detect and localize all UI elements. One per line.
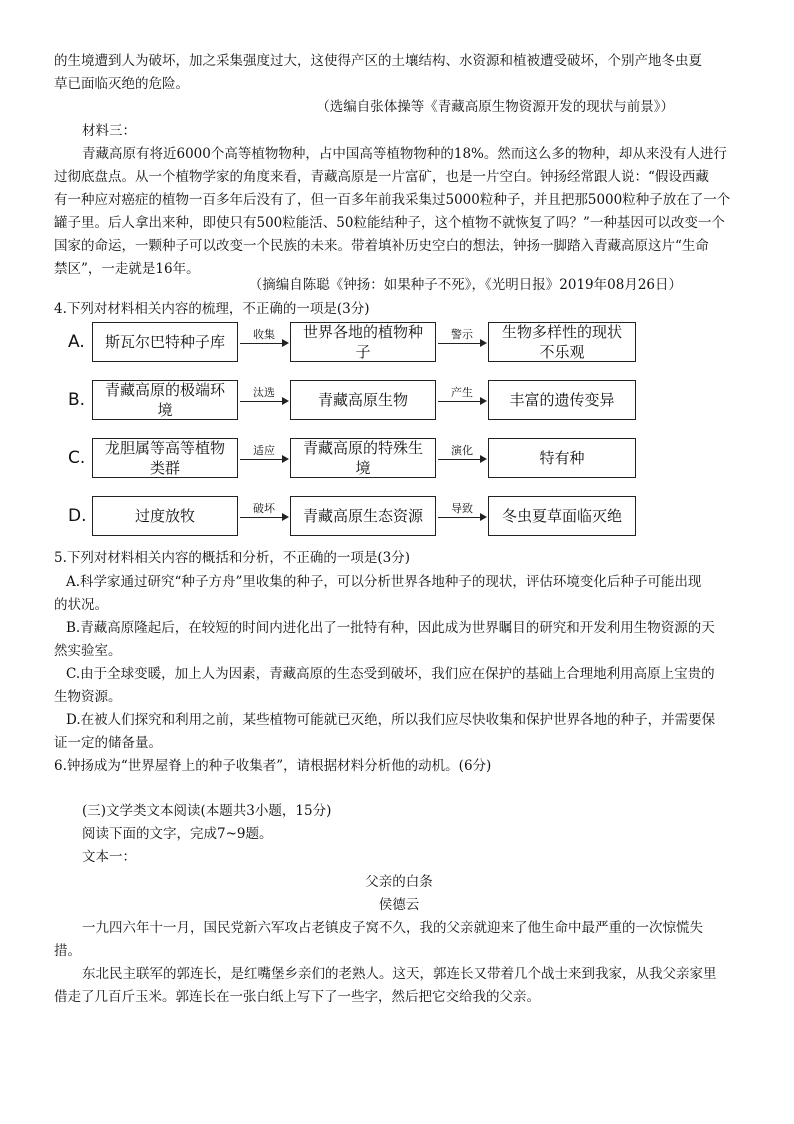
paragraph-line: 借走了几百斤玉米。郭连长在一张白纸上写下了一些字，然后把它交给我的父亲。 (54, 989, 540, 1005)
arrow-head-icon (282, 455, 289, 463)
paragraph-line: 措。 (54, 943, 81, 959)
arrow-head-icon (480, 455, 487, 463)
diagram-box: 龙胆属等高等植物类群 (92, 438, 238, 478)
diagram-box: 世界各地的植物种子 (290, 322, 436, 362)
paragraph-line: 禁区”，一走就是16年。 (54, 261, 200, 277)
arrow-connector (436, 322, 488, 362)
arrow-connector (238, 322, 290, 362)
question-4-stem: 4.下列对材料相关内容的梳理，不正确的一项是(3分) (54, 301, 370, 317)
arrow-label: 适应 (253, 444, 275, 457)
arrow-label: 导致 (451, 502, 473, 515)
arrow-connector (436, 438, 488, 478)
article-author: 侯德云 (378, 897, 420, 913)
diagram-box: 青藏高原生物 (290, 380, 436, 420)
diagram-box: 斯瓦尔巴特种子库 (92, 322, 238, 362)
arrow-label: 产生 (451, 386, 473, 399)
diagram-box: 丰富的遗传变异 (488, 380, 636, 420)
option-d: D.在被人们探究和利用之前，某些植物可能就已灭绝，所以我们应尽快收集和保护世界各地的种子，并需要保 (66, 712, 716, 728)
option-row-b (64, 380, 664, 422)
source-citation: （摘编自陈聪《钟扬：如果种子不死》，《光明日报》2019年08月26日） (248, 277, 682, 293)
paragraph-line: 的生境遭到人为破坏，加之采集强度过大，这使得产区的土壤结构、水资源和植被遭受破坏，个别产地冬虫夏 (54, 53, 702, 69)
arrow-head-icon (282, 397, 289, 405)
arrow-label: 警示 (451, 328, 473, 341)
instruction: 阅读下面的文字，完成7~9题。 (82, 826, 273, 842)
question-5-stem: 5.下列对材料相关内容的概括和分析，不正确的一项是(3分) (54, 550, 411, 566)
option-row-a (64, 322, 664, 364)
option-row-d (64, 496, 664, 538)
arrow-label: 收集 (253, 328, 275, 341)
diagram-box: 青藏高原的特殊生境 (290, 438, 436, 478)
diagram-box: 冬虫夏草面临灭绝 (488, 496, 636, 536)
question-6-stem: 6.钟扬成为“世界屋脊上的种子收集者”，请根据材料分析他的动机。(6分) (54, 758, 492, 774)
arrow-label: 汰选 (253, 386, 275, 399)
option-b: B.青藏高原隆起后，在较短的时间内进化出了一批特有种，因此成为世界瞩目的研究和开发利用生物资源的天 (66, 620, 715, 636)
paragraph-line: 国家的命运，一颗种子可以改变一个民族的未来。带着填补历史空白的想法，钟扬一脚踏入青藏高原这片“生命 (54, 238, 709, 254)
diagram-box: 特有种 (488, 438, 636, 478)
paragraph-line: 东北民主联军的郭连长，是红嘴堡乡亲们的老熟人。这天，郭连长又带着几个战士来到我家，从我父亲家里 (82, 966, 717, 982)
option-label: B. (68, 390, 86, 410)
arrow-head-icon (282, 339, 289, 347)
option-d-cont: 证一定的储备量。 (54, 735, 162, 751)
arrow-label: 破坏 (253, 502, 275, 515)
option-label: D. (68, 506, 87, 526)
diagram-box: 过度放牧 (92, 496, 238, 536)
diagram-box: 生物多样性的现状不乐观 (488, 322, 636, 362)
option-a-cont: 的状况。 (54, 597, 108, 613)
arrow-connector (238, 496, 290, 536)
option-c-cont: 生物资源。 (54, 689, 122, 705)
arrow-head-icon (480, 397, 487, 405)
paragraph-line: 罐子里。后人拿出来种，即使只有500粒能活、50粒能结种子，这个植物不就恢复了吗？”一种基因可以改变一个 (54, 215, 725, 231)
option-b-cont: 然实验室。 (54, 643, 122, 659)
arrow-connector (436, 380, 488, 420)
paragraph-line: 草已面临灭绝的危险。 (54, 76, 189, 92)
option-row-c (64, 438, 664, 480)
arrow-connector (436, 496, 488, 536)
arrow-connector (238, 438, 290, 478)
material-heading: 材料三： (82, 123, 136, 139)
option-c: C.由于全球变暖，加上人为因素，青藏高原的生态受到破坏，我们应在保护的基础上合理地利用高原上宝贵的 (66, 666, 715, 682)
arrow-head-icon (480, 339, 487, 347)
section-heading: (三)文学类文本阅读(本题共3小题，15分) (82, 803, 332, 819)
diagram-box: 青藏高原生态资源 (290, 496, 436, 536)
arrow-head-icon (480, 513, 487, 521)
option-label: C. (68, 448, 86, 468)
paragraph-line: 有一种应对癌症的植物一百多年后没有了，但一百多年前我采集过5000粒种子，并且把那5000粒种子放在了一个 (54, 192, 731, 208)
option-label: A. (68, 332, 85, 352)
paragraph-line: 过彻底盘点。从一个植物学家的角度来看，青藏高原是一片富矿，也是一片空白。钟扬经常跟人说：“假设西藏 (54, 169, 709, 185)
paragraph-line: 一九四六年十一月，国民党新六军攻占老镇皮子窝不久，我的父亲就迎来了他生命中最严重的一次惊慌失 (82, 920, 703, 936)
article-title: 父亲的白条 (365, 874, 433, 890)
text-label: 文本一： (82, 849, 136, 865)
flow-diagram (64, 322, 664, 546)
arrow-connector (238, 380, 290, 420)
diagram-box: 青藏高原的极端环境 (92, 380, 238, 420)
paragraph-line: 青藏高原有将近6000个高等植物物种，占中国高等植物物种的18%。然而这么多的物种，却从来没有人进行 (82, 146, 727, 162)
arrow-label: 演化 (451, 444, 473, 457)
source-citation: （选编自张体操等《青藏高原生物资源开发的现状与前景》） (316, 99, 674, 115)
arrow-head-icon (282, 513, 289, 521)
option-a: A.科学家通过研究“种子方舟”里收集的种子，可以分析世界各地种子的现状，评估环境变化后种子可能出现 (66, 574, 702, 590)
